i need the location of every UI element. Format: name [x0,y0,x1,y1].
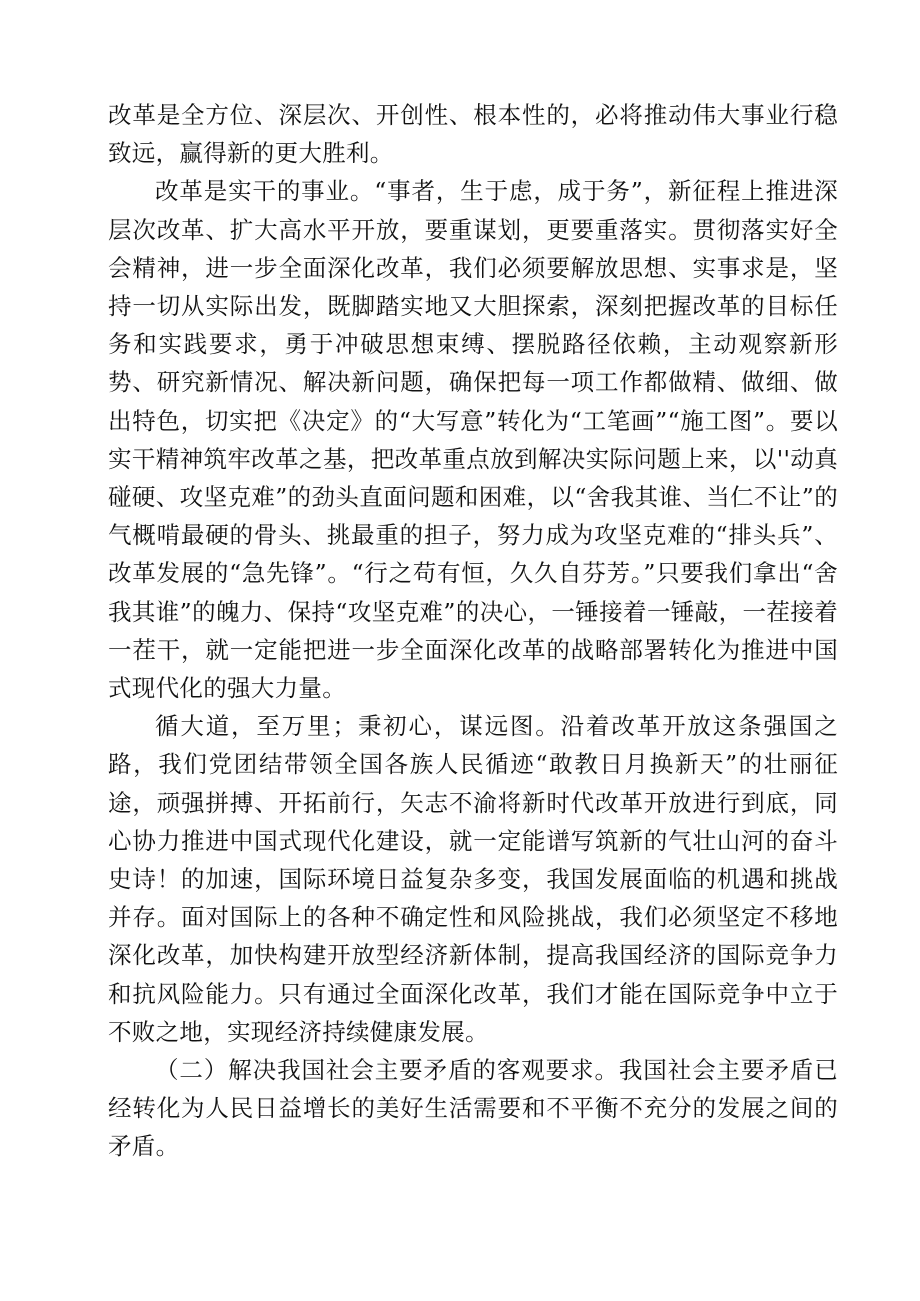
paragraph-social-contradiction: （二）解决我国社会主要矛盾的客观要求。我国社会主要矛盾已经转化为人民日益增长的美好生活需要和不平衡不充分的发展之间的矛盾。 [108,1056,838,1161]
paragraph-great-path: 循大道，至万里；秉初心，谋远图。沿着改革开放这条强国之路，我们党团结带领全国各族人民循迹“敢教日月换新天”的壮丽征途，顽强拼搏、开拓前行，矢志不渝将新时代改革开放进行到底，同心协力推进中国式现代化建设，就一定能谱写筑新的气壮山河的奋斗史诗！的加速，国际环境日益复杂多变，我国发展面临的机遇和挑战并存。面对国际上的各种不确定性和风险挑战，我们必须坚定不移地深化改革，加快构建开放型经济新体制，提高我国经济的国际竞争力和抗风险能力。只有通过全面深化改革，我们才能在国际竞争中立于不败之地，实现经济持续健康发展。 [108,712,838,1046]
paragraph-continuation: 改革是全方位、深层次、开创性、根本性的，必将推动伟大事业行稳致远，赢得新的更大胜利。 [108,101,838,168]
document-body [108,96,838,1166]
paragraph-reform-practice: 改革是实干的事业。“事者，生于虑，成于务”，新征程上推进深层次改革、扩大高水平开放，要重谋划，更要重落实。贯彻落实好全会精神，进一步全面深化改革，我们必须要解放思想、实事求是，坚持一切从实际出发，既脚踏实地又大胆探索，深刻把握改革的目标任务和实践要求，勇于冲破思想束缚、摆脱路径依赖，主动观察新形势、研究新情况、解决新问题，确保把每一项工作都做精、做细、做出特色，切实把《决定》的“大写意”转化为“工笔画”“施工图”。要以实干精神筑牢改革之基，把改革重点放到解决实际问题上来，以''动真碰硬、攻坚克难”的劲头直面问题和困难，以“舍我其谁、当仁不让”的气概啃最硬的骨头、挑最重的担子，努力成为攻坚克难的“排头兵”、改革发展的“急先锋”。“行之苟有恒，久久自芬芳。”只要我们拿出“舍我其谁”的魄力、保持“攻坚克难”的决心，一锤接着一锤敲，一茬接着一茬干，就一定能把进一步全面深化改革的战略部署转化为推进中国式现代化的强大力量。 [108,177,838,703]
